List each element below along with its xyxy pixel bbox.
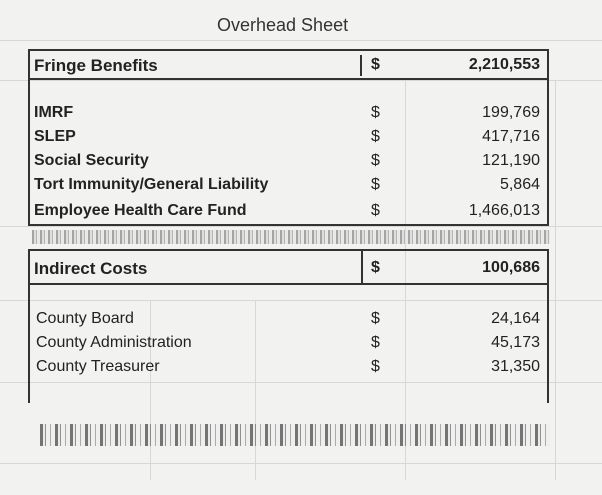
indirect-header-currency: $ xyxy=(371,259,380,276)
ghost-line xyxy=(0,463,602,464)
fringe-item-label: Employee Health Care Fund xyxy=(34,202,247,219)
fringe-header-label: Fringe Benefits xyxy=(34,56,158,75)
ghost-line xyxy=(0,40,602,41)
fringe-item-label: IMRF xyxy=(34,104,74,121)
fringe-item-currency: $ xyxy=(371,152,380,169)
fringe-item-currency: $ xyxy=(371,202,380,219)
divider xyxy=(361,251,363,283)
ghost-line xyxy=(0,226,602,227)
indirect-item-label: County Treasurer xyxy=(36,358,160,375)
fringe-total: 2,210,553 xyxy=(468,56,540,73)
fringe-item-currency: $ xyxy=(371,176,380,193)
indirect-header-label: Indirect Costs xyxy=(34,259,148,278)
scan-noise xyxy=(32,230,550,244)
indirect-item-label: County Administration xyxy=(36,334,192,351)
fringe-item-value: 121,190 xyxy=(482,152,540,169)
indirect-item-currency: $ xyxy=(371,310,380,327)
fringe-item-value: 1,466,013 xyxy=(468,202,540,219)
fringe-item-currency: $ xyxy=(371,128,380,145)
fringe-item-label: Social Security xyxy=(34,152,149,169)
ghost-line xyxy=(555,80,556,480)
fringe-item-currency: $ xyxy=(371,104,380,121)
fringe-item-label: SLEP xyxy=(34,128,76,145)
fringe-item-value: 417,716 xyxy=(482,128,540,145)
indirect-item-value: 24,164 xyxy=(491,310,540,327)
indirect-item-currency: $ xyxy=(371,358,380,375)
indirect-item-value: 45,173 xyxy=(491,334,540,351)
indirect-item-value: 31,350 xyxy=(491,358,540,375)
divider xyxy=(360,55,362,76)
indirect-item-label: County Board xyxy=(36,310,134,327)
indirect-total: 100,686 xyxy=(482,259,540,276)
sheet-title: Overhead Sheet xyxy=(217,15,349,35)
fringe-item-value: 5,864 xyxy=(499,176,540,193)
fringe-item-label: Tort Immunity/General Liability xyxy=(34,176,269,193)
fringe-header-currency: $ xyxy=(371,56,380,73)
fringe-item-value: 199,769 xyxy=(482,104,540,121)
scan-noise xyxy=(40,424,550,446)
indirect-item-currency: $ xyxy=(371,334,380,351)
